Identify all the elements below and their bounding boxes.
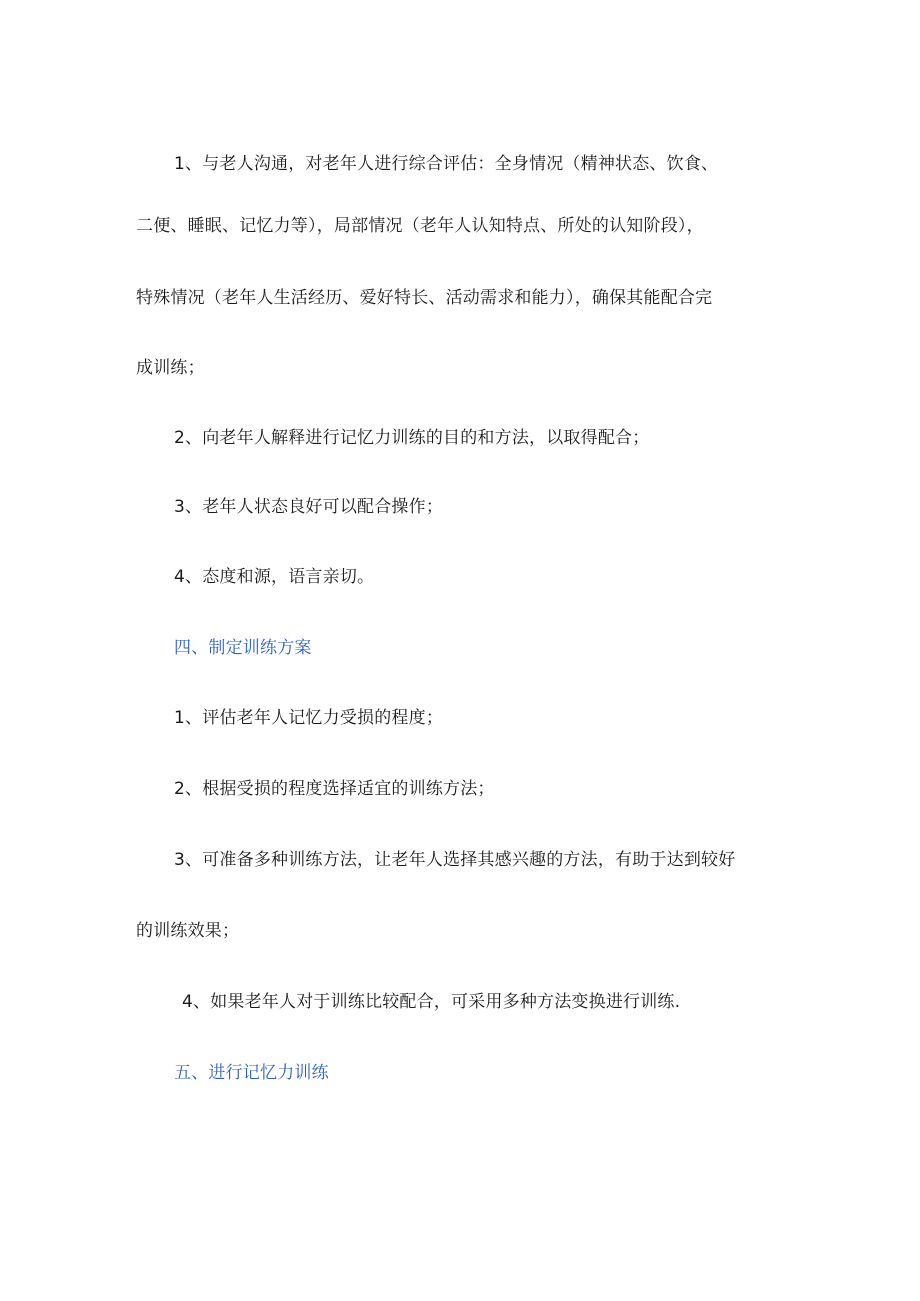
plan-item-3-line-2: 的训练效果； <box>136 921 240 941</box>
paragraph-1-line-3: 特殊情况（老年人生活经历、爱好特长、活动需求和能力），确保其能配合完 <box>136 288 713 308</box>
paragraph-2: 2、向老年人解释进行记忆力训练的目的和方法，以取得配合； <box>174 428 650 448</box>
plan-item-3-line-1: 3、可准备多种训练方法，让老年人选择其感兴趣的方法，有助于达到较好 <box>174 850 736 870</box>
plan-item-2: 2、根据受损的程度选择适宜的训练方法； <box>174 779 495 799</box>
paragraph-1-line-4: 成训练； <box>136 358 205 378</box>
paragraph-3: 3、老年人状态良好可以配合操作； <box>174 497 444 517</box>
plan-item-1: 1、评估老年人记忆力受损的程度； <box>174 708 444 728</box>
section-heading-5: 五、进行记忆力训练 <box>174 1063 329 1083</box>
plan-item-4: 4、如果老年人对于训练比较配合，可采用多种方法变换进行训练. <box>182 992 681 1012</box>
section-heading-4: 四、制定训练方案 <box>174 638 312 658</box>
paragraph-4: 4、态度和源，语言亲切。 <box>174 567 375 587</box>
paragraph-1-line-2: 二便、睡眠、记忆力等），局部情况（老年人认知特点、所处的认知阶段）， <box>136 216 704 236</box>
paragraph-1-line-1: 1、与老人沟通，对老年人进行综合评估：全身情况（精神状态、饮食、 <box>174 154 719 174</box>
